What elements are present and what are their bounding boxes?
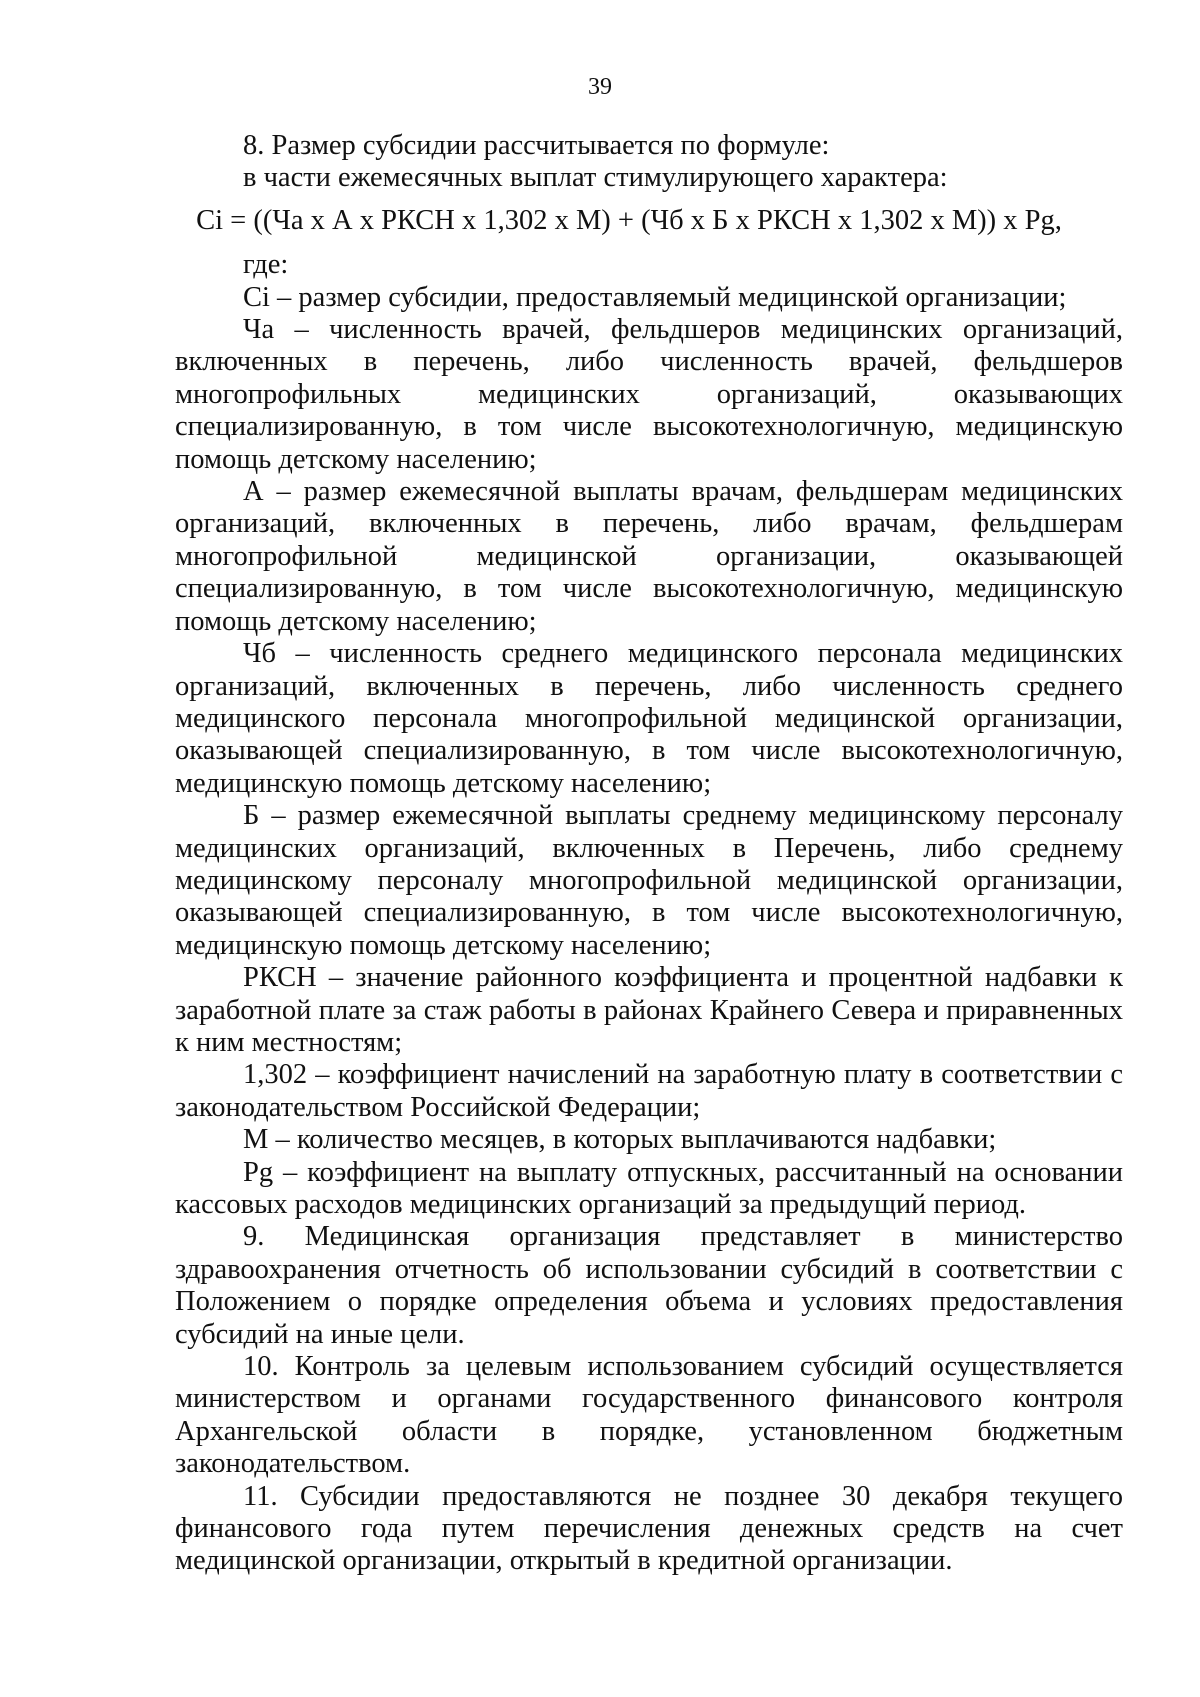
definition-m: М – количество месяцев, в которых выплачиваются надбавки;	[243, 1124, 997, 1156]
paragraph-8-title: 8. Размер субсидии рассчитывается по формуле:	[243, 130, 830, 161]
definition-1302: 1,302 – коэффициент начислений на заработную плату в соответствии с законодательством Российской Федерации;	[175, 1059, 1123, 1123]
formula-where-label: где:	[243, 249, 289, 281]
definition-ci: Ci – размер субсидии, предоставляемый медицинской организации;	[243, 281, 1067, 313]
definition-chb: Чб – численность среднего медицинского персонала медицинских организаций, включенных в перечень, либо численность среднего медицинского персонала многопрофильной медицинской организации, оказывающей специализированную, в том числе высокотехнологичную, медицинскую помощь детскому населению;	[175, 638, 1123, 799]
paragraph-9: 9. Медицинская организация представляет в министерство здравоохранения отчетность об использовании субсидий в соответствии с Положением о порядке определения объема и условиях предоставления субсидий на иные цели.	[175, 1221, 1123, 1350]
paragraph-11: 11. Субсидии предоставляются не позднее 30 декабря текущего финансового года путем перечисления денежных средств на счет медицинской организации, открытый в кредитной организации.	[175, 1480, 1123, 1577]
paragraph-10: 10. Контроль за целевым использованием субсидий осуществляется министерством и органами государственного финансового контроля Архангельской области в порядке, установленном бюджетным законодательством.	[175, 1351, 1123, 1480]
definition-cha: Ча – численность врачей, фельдшеров медицинских организаций, включенных в перечень, либо численность врачей, фельдшеров многопрофильных медицинских организаций, оказывающих специализированную, в том числе высокотехнологичную, медицинскую помощь детскому населению;	[175, 314, 1123, 475]
definition-b: Б – размер ежемесячной выплаты среднему медицинскому персоналу медицинских организаций, включенных в Перечень, либо среднему медицинскому персоналу многопрофильной медицинской организации, оказывающей специализированную, в том числе высокотехнологичную, медицинскую помощь детскому населению;	[175, 800, 1123, 961]
subsidy-formula: Ci = ((Ча x А x РКСН x 1,302 x М) + (Чб x Б x РКСН x 1,302 x М)) x Pg,	[196, 204, 1062, 236]
definition-rksn: РКСН – значение районного коэффициента и процентной надбавки к заработной плате за стаж работы в районах Крайнего Севера и приравненных к ним местностям;	[175, 962, 1123, 1058]
paragraph-8-subtitle: в части ежемесячных выплат стимулирующего характера:	[243, 162, 948, 194]
definition-a: А – размер ежемесячной выплаты врачам, фельдшерам медицинских организаций, включенных в перечень, либо врачам, фельдшерам многопрофильной медицинской организации, оказывающей специализированную, в том числе высокотехнологичную, медицинскую помощь детскому населению;	[175, 476, 1123, 637]
document-body	[175, 130, 1123, 1578]
definition-pg: Pg – коэффициент на выплату отпускных, рассчитанный на основании кассовых расходов медицинских организаций за предыдущий период.	[175, 1156, 1123, 1220]
page-number: 39	[588, 74, 612, 100]
